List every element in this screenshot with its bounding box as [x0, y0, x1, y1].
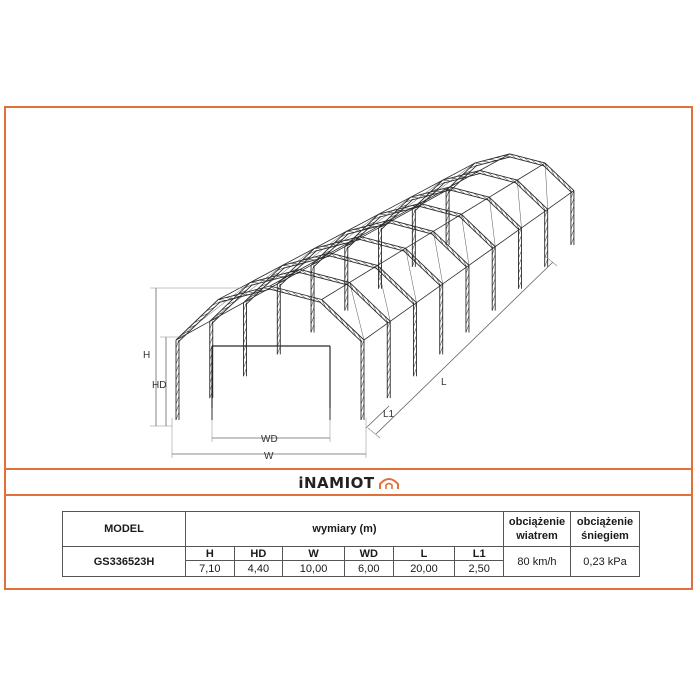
left-apex-web: [275, 276, 284, 277]
right-rafter-web: [529, 192, 533, 200]
right-rafter-web: [361, 294, 365, 302]
purlin: [517, 163, 545, 180]
right-rafter-web: [322, 300, 326, 308]
tent-frame-drawing: [6, 108, 691, 468]
right-rafter-web: [346, 323, 350, 331]
right-apex-chord-a: [330, 253, 378, 265]
truss-frame: [210, 269, 390, 398]
purlin: [495, 228, 521, 247]
right-apex-chord-a: [300, 269, 350, 282]
right-apex-chord-b: [419, 206, 460, 217]
left-apex-web: [482, 161, 490, 162]
snow-load-header: [571, 512, 640, 547]
left-apex-web: [347, 231, 355, 232]
left-rafter-web: [206, 307, 214, 311]
purlin: [469, 247, 495, 266]
brace: [345, 197, 411, 246]
purlin: [548, 191, 574, 210]
left-apex-web: [250, 282, 259, 283]
wind-load-header: [504, 512, 571, 547]
purlin: [443, 265, 469, 284]
left-apex-web: [315, 248, 323, 249]
right-rafter-chord-a: [545, 163, 574, 191]
left-apex-web: [379, 214, 388, 215]
purlin: [416, 284, 442, 303]
brace: [412, 163, 475, 209]
dim-value-h: 7,10: [186, 561, 235, 577]
purlin: [322, 282, 350, 299]
right-rafter-web: [379, 310, 383, 318]
purlin: [405, 231, 433, 248]
model-header: MODEL: [63, 512, 186, 547]
right-apex-chord-b: [449, 190, 488, 200]
right-apex-chord-a: [420, 203, 461, 214]
label-w: W: [264, 451, 274, 462]
right-rafter-chord-b: [543, 165, 572, 193]
label-l: L: [441, 377, 447, 388]
brace: [545, 163, 548, 209]
left-apex-web: [475, 163, 483, 164]
right-rafter-web: [340, 317, 344, 325]
right-rafter-web: [430, 272, 434, 280]
left-rafter-web: [200, 313, 208, 317]
right-rafter-web: [355, 288, 359, 296]
right-rafter-web: [457, 254, 461, 262]
purlin: [461, 197, 489, 214]
truss-frame: [379, 187, 522, 289]
purlin: [390, 303, 416, 322]
label-hd: HD: [152, 380, 167, 391]
tent-logo-icon: [379, 476, 399, 490]
snow-header-line1: obciążenie: [576, 516, 634, 528]
right-apex-chord-a: [450, 187, 489, 197]
purlin: [350, 265, 378, 282]
divider-top: [6, 468, 691, 470]
dim-header-wd: WD: [344, 547, 393, 561]
right-rafter-web: [439, 237, 443, 245]
dimension-labels: [143, 350, 447, 462]
left-apex-web: [443, 180, 451, 181]
right-rafter-web: [352, 328, 356, 336]
dim-header-w: W: [283, 547, 345, 561]
truss-frame: [412, 170, 547, 266]
purlin: [521, 209, 547, 228]
left-apex-web: [489, 159, 497, 160]
right-rafter-chord-a: [517, 180, 547, 209]
dim-value-hd: 4,40: [234, 561, 283, 577]
snow-header-line2: śniegiem: [581, 530, 629, 542]
left-apex-web: [411, 197, 420, 198]
model-value: GS336523H: [63, 547, 186, 577]
dim-value-wd: 6,00: [344, 561, 393, 577]
purlins: [176, 154, 574, 420]
right-apex-chord-b: [389, 223, 432, 234]
left-apex-web: [218, 300, 226, 301]
wind-header-line1: obciążenie: [508, 516, 566, 528]
purlin: [489, 180, 517, 197]
truss-frame: [345, 203, 495, 310]
purlin: [433, 214, 461, 231]
label-wd: WD: [261, 434, 278, 445]
label-h: H: [143, 350, 151, 361]
wind-load-value: 80 km/h: [504, 547, 571, 577]
label-l1: L1: [383, 409, 395, 420]
snow-load-value: 0,23 kPa: [571, 547, 640, 577]
truss-frame: [446, 154, 574, 245]
truss-frames: [176, 154, 574, 420]
brace: [405, 248, 416, 302]
divider-bottom: [6, 494, 691, 496]
right-rafter-web: [535, 198, 539, 206]
dim-header-l1: L1: [455, 547, 504, 561]
dim-value-l1: 2,50: [455, 561, 504, 577]
dim-header-h: H: [186, 547, 235, 561]
purlin: [480, 154, 510, 171]
right-rafter-web: [334, 311, 338, 319]
right-rafter-web: [418, 260, 422, 268]
right-rafter-web: [424, 266, 428, 274]
right-rafter-web: [451, 248, 455, 256]
left-apex-web: [282, 265, 291, 266]
brand-logo: [6, 472, 691, 494]
dimensions-header: wymiary (m): [186, 512, 504, 547]
brace: [379, 180, 443, 228]
truss-frame: [176, 286, 364, 420]
purlin: [364, 321, 390, 340]
dim-value-w: 10,00: [283, 561, 345, 577]
dim-header-l: L: [393, 547, 455, 561]
dim-l-line: [376, 262, 553, 434]
dim-header-hd: HD: [234, 547, 283, 561]
right-rafter-web: [373, 305, 377, 313]
wind-header-line2: wiatrem: [516, 530, 558, 542]
brace: [378, 265, 391, 321]
dim-value-l: 20,00: [393, 561, 455, 577]
right-rafter-web: [523, 186, 527, 194]
spec-table: [62, 511, 640, 577]
spec-sheet: [4, 106, 693, 590]
right-rafter-web: [328, 305, 332, 313]
right-rafter-web: [350, 282, 354, 290]
brand-name: iNAMIOT: [298, 474, 375, 492]
right-rafter-web: [367, 299, 371, 307]
right-rafter-web: [445, 243, 449, 251]
left-apex-web: [419, 195, 428, 196]
